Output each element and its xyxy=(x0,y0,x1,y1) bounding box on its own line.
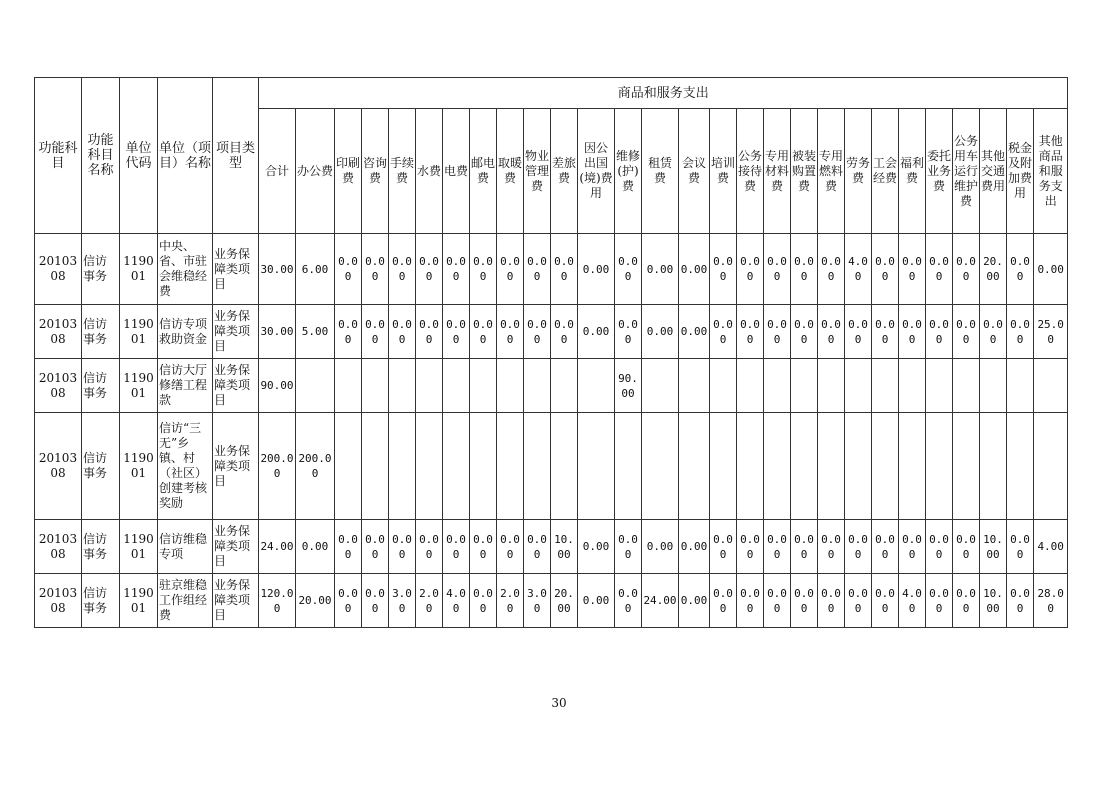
table-cell: 0.00 xyxy=(470,574,497,628)
page-number: 30 xyxy=(551,696,567,710)
column-header: 会议费 xyxy=(679,109,710,234)
table-cell: 0.00 xyxy=(872,234,899,305)
column-header: 工会经费 xyxy=(872,109,899,234)
table-cell: 0.00 xyxy=(497,305,524,359)
column-header: 福利费 xyxy=(899,109,926,234)
table-cell: 2010308 xyxy=(35,574,82,628)
table-cell: 0.00 xyxy=(710,520,737,574)
table-cell xyxy=(470,359,497,413)
table-cell: 4.00 xyxy=(1034,520,1068,574)
table-cell: 信访事务 xyxy=(82,520,120,574)
table-cell: 0.00 xyxy=(1007,574,1034,628)
table-cell: 0.00 xyxy=(980,305,1007,359)
table-cell: 4.00 xyxy=(845,234,872,305)
table-cell xyxy=(389,359,416,413)
table-row xyxy=(35,305,1118,359)
table-cell: 0.00 xyxy=(335,234,362,305)
column-header: 差旅费 xyxy=(551,109,578,234)
table-cell: 0.00 xyxy=(578,520,615,574)
table-cell: 0.00 xyxy=(953,234,980,305)
column-header: 其他商品和服务支出 xyxy=(1034,109,1068,234)
table-cell: 0.00 xyxy=(926,234,953,305)
table-cell: 119001 xyxy=(120,305,158,359)
table-cell: 24.00 xyxy=(259,520,296,574)
table-cell: 0.00 xyxy=(615,234,642,305)
table-cell: 20.00 xyxy=(296,574,335,628)
header-row xyxy=(35,78,1118,109)
table-cell: 2.00 xyxy=(416,574,443,628)
table-cell: 30.00 xyxy=(259,234,296,305)
table-cell xyxy=(926,359,953,413)
table-cell: 90.00 xyxy=(615,359,642,413)
table-cell: 0.00 xyxy=(443,305,470,359)
table-cell xyxy=(737,413,764,520)
table-cell: 2010308 xyxy=(35,413,82,520)
table-cell xyxy=(980,359,1007,413)
table-cell: 0.00 xyxy=(551,305,578,359)
table-cell: 0.00 xyxy=(926,305,953,359)
table-cell: 0.00 xyxy=(953,305,980,359)
table-cell: 0.00 xyxy=(642,234,679,305)
table-cell: 28.00 xyxy=(1034,574,1068,628)
column-header: 电费 xyxy=(443,109,470,234)
column-header: 办公费 xyxy=(296,109,335,234)
table-cell: 0.00 xyxy=(818,305,845,359)
table-cell xyxy=(416,413,443,520)
table-cell: 0.00 xyxy=(845,305,872,359)
table-cell: 2010308 xyxy=(35,359,82,413)
table-cell: 业务保障类项目 xyxy=(213,574,259,628)
table-cell: 0.00 xyxy=(470,305,497,359)
table-cell: 0.00 xyxy=(335,574,362,628)
table-cell: 2010308 xyxy=(35,520,82,574)
table-cell: 0.00 xyxy=(335,305,362,359)
table-cell: 业务保障类项目 xyxy=(213,520,259,574)
table-cell: 信访大厅修缮工程款 xyxy=(158,359,213,413)
column-header: 因公出国(境)费用 xyxy=(578,109,615,234)
table-cell: 0.00 xyxy=(737,305,764,359)
table-cell: 0.00 xyxy=(443,234,470,305)
table-cell: 20.00 xyxy=(551,574,578,628)
table-cell: 119001 xyxy=(120,520,158,574)
table-cell: 中央、省、市驻会维稳经费 xyxy=(158,234,213,305)
column-header: 劳务费 xyxy=(845,109,872,234)
table-cell: 0.00 xyxy=(818,520,845,574)
table-cell: 业务保障类项目 xyxy=(213,413,259,520)
table-cell: 90.00 xyxy=(259,359,296,413)
table-cell xyxy=(1007,359,1034,413)
table-cell xyxy=(551,413,578,520)
table-cell xyxy=(818,359,845,413)
table-cell: 4.00 xyxy=(443,574,470,628)
table-cell xyxy=(1034,413,1068,520)
table-cell: 0.00 xyxy=(578,574,615,628)
table-cell xyxy=(679,413,710,520)
table-cell: 4.00 xyxy=(899,574,926,628)
table-cell: 0.00 xyxy=(615,305,642,359)
table-cell: 0.00 xyxy=(416,520,443,574)
table-cell: 20.00 xyxy=(980,234,1007,305)
table-cell: 0.00 xyxy=(362,305,389,359)
table-cell: 0.00 xyxy=(296,520,335,574)
table-cell: 0.00 xyxy=(335,520,362,574)
table-cell xyxy=(296,359,335,413)
table-cell: 119001 xyxy=(120,359,158,413)
table-cell: 200.00 xyxy=(296,413,335,520)
table-cell: 0.00 xyxy=(872,574,899,628)
column-header: 取暖费 xyxy=(497,109,524,234)
table-cell: 0.00 xyxy=(845,574,872,628)
table-cell: 0.00 xyxy=(470,234,497,305)
table-cell xyxy=(791,359,818,413)
table-cell: 0.00 xyxy=(551,234,578,305)
table-row xyxy=(35,234,1118,305)
table-cell: 0.00 xyxy=(389,305,416,359)
table-cell: 0.00 xyxy=(389,520,416,574)
table-cell: 0.00 xyxy=(642,520,679,574)
table-cell: 0.00 xyxy=(791,305,818,359)
table-cell xyxy=(443,359,470,413)
table-cell: 0.00 xyxy=(416,305,443,359)
table-cell: 0.00 xyxy=(899,305,926,359)
table-cell: 0.00 xyxy=(443,520,470,574)
table-cell: 6.00 xyxy=(296,234,335,305)
table-cell xyxy=(899,413,926,520)
table-cell xyxy=(926,413,953,520)
table-cell: 0.00 xyxy=(899,234,926,305)
table-cell xyxy=(764,359,791,413)
table-row xyxy=(35,359,1118,413)
table-cell xyxy=(953,359,980,413)
table-cell: 0.00 xyxy=(791,520,818,574)
column-header: 委托业务费 xyxy=(926,109,953,234)
table-cell: 2.00 xyxy=(497,574,524,628)
table-cell xyxy=(1034,359,1068,413)
table-cell: 0.00 xyxy=(524,234,551,305)
table-cell: 0.00 xyxy=(953,574,980,628)
table-cell xyxy=(764,413,791,520)
table-cell: 119001 xyxy=(120,413,158,520)
table-cell: 信访事务 xyxy=(82,305,120,359)
table-cell xyxy=(362,359,389,413)
table-cell: 0.00 xyxy=(764,305,791,359)
budget-table xyxy=(34,77,1118,628)
table-cell: 0.00 xyxy=(362,574,389,628)
column-header: 邮电费 xyxy=(470,109,497,234)
table-cell: 信访专项救助资金 xyxy=(158,305,213,359)
column-header: 其他交通费用 xyxy=(980,109,1007,234)
table-cell xyxy=(389,413,416,520)
table-cell: 0.00 xyxy=(764,520,791,574)
table-cell xyxy=(524,359,551,413)
table-cell: 0.00 xyxy=(899,520,926,574)
table-cell: 0.00 xyxy=(679,234,710,305)
table-row xyxy=(35,520,1118,574)
table-cell xyxy=(845,413,872,520)
table-cell: 0.00 xyxy=(764,234,791,305)
table-cell: 业务保障类项目 xyxy=(213,305,259,359)
table-cell: 0.00 xyxy=(1007,520,1034,574)
table-cell xyxy=(642,413,679,520)
column-header: 功能科目 xyxy=(35,78,82,234)
column-header: 培训费 xyxy=(710,109,737,234)
table-cell: 0.00 xyxy=(818,234,845,305)
table-cell: 119001 xyxy=(120,234,158,305)
table-cell xyxy=(497,359,524,413)
column-header: 税金及附加费用 xyxy=(1007,109,1034,234)
table-cell xyxy=(470,413,497,520)
table-cell xyxy=(710,413,737,520)
table-cell xyxy=(710,359,737,413)
table-cell: 10.00 xyxy=(980,574,1007,628)
column-header: 手续费 xyxy=(389,109,416,234)
column-header: 单位（项目）名称 xyxy=(158,78,213,234)
table-cell xyxy=(1007,413,1034,520)
table-cell xyxy=(980,413,1007,520)
table-cell: 信访事务 xyxy=(82,574,120,628)
table-cell xyxy=(524,413,551,520)
table-cell: 3.00 xyxy=(524,574,551,628)
column-header: 咨询费 xyxy=(362,109,389,234)
table-cell: 119001 xyxy=(120,574,158,628)
table-cell: 0.00 xyxy=(615,574,642,628)
table-cell: 0.00 xyxy=(642,305,679,359)
table-cell: 0.00 xyxy=(679,520,710,574)
table-cell: 信访事务 xyxy=(82,234,120,305)
column-header: 印刷费 xyxy=(335,109,362,234)
table-cell: 0.00 xyxy=(710,234,737,305)
table-cell: 0.00 xyxy=(845,520,872,574)
table-cell: 0.00 xyxy=(615,520,642,574)
table-cell: 0.00 xyxy=(953,520,980,574)
column-header: 租赁费 xyxy=(642,109,679,234)
table-cell xyxy=(872,359,899,413)
column-header: 物业管理费 xyxy=(524,109,551,234)
column-header: 专用燃料费 xyxy=(818,109,845,234)
table-cell: 0.00 xyxy=(710,305,737,359)
table-cell xyxy=(335,413,362,520)
table-cell: 0.00 xyxy=(524,305,551,359)
column-header: 专用材料费 xyxy=(764,109,791,234)
column-header: 公务用车运行维护费 xyxy=(953,109,980,234)
table-cell: 业务保障类项目 xyxy=(213,234,259,305)
column-header: 功能科目名称 xyxy=(82,78,120,234)
table-cell xyxy=(362,413,389,520)
table-cell: 0.00 xyxy=(578,234,615,305)
table-cell xyxy=(335,359,362,413)
column-header: 水费 xyxy=(416,109,443,234)
table-cell xyxy=(679,359,710,413)
table-cell xyxy=(578,413,615,520)
table-cell: 120.00 xyxy=(259,574,296,628)
table-cell: 0.00 xyxy=(710,574,737,628)
table-cell: 0.00 xyxy=(679,305,710,359)
table-cell: 2010308 xyxy=(35,305,82,359)
table-cell: 0.00 xyxy=(1007,305,1034,359)
table-cell: 0.00 xyxy=(926,520,953,574)
table-cell: 0.00 xyxy=(818,574,845,628)
table-cell: 0.00 xyxy=(362,234,389,305)
table-cell: 0.00 xyxy=(872,520,899,574)
table-cell: 0.00 xyxy=(497,234,524,305)
table-cell: 0.00 xyxy=(764,574,791,628)
table-cell: 0.00 xyxy=(872,305,899,359)
table-cell: 0.00 xyxy=(737,234,764,305)
table-cell xyxy=(497,413,524,520)
table-cell: 0.00 xyxy=(791,234,818,305)
table-cell: 0.00 xyxy=(737,574,764,628)
table-cell: 0.00 xyxy=(389,234,416,305)
table-cell: 10.00 xyxy=(551,520,578,574)
table-cell: 0.00 xyxy=(497,520,524,574)
table-cell xyxy=(791,413,818,520)
column-header: 公务接待费 xyxy=(737,109,764,234)
table-cell: 驻京维稳工作组经费 xyxy=(158,574,213,628)
table-cell: 0.00 xyxy=(524,520,551,574)
table-cell: 2010308 xyxy=(35,234,82,305)
table-cell: 0.00 xyxy=(578,305,615,359)
table-cell xyxy=(551,359,578,413)
table-cell: 200.00 xyxy=(259,413,296,520)
table-cell xyxy=(615,413,642,520)
table-cell xyxy=(737,359,764,413)
table-cell: 信访事务 xyxy=(82,359,120,413)
table-row xyxy=(35,413,1118,520)
table-cell: 0.00 xyxy=(1034,234,1068,305)
table-cell: 0.00 xyxy=(926,574,953,628)
table-cell xyxy=(578,359,615,413)
table-cell xyxy=(872,413,899,520)
column-header: 维修(护)费 xyxy=(615,109,642,234)
table-cell: 业务保障类项目 xyxy=(213,359,259,413)
table-cell: 25.00 xyxy=(1034,305,1068,359)
table-cell xyxy=(416,359,443,413)
table-cell xyxy=(899,359,926,413)
column-header: 项目类型 xyxy=(213,78,259,234)
table-cell: 0.00 xyxy=(679,574,710,628)
table-cell: 5.00 xyxy=(296,305,335,359)
table-cell xyxy=(953,413,980,520)
table-cell: 30.00 xyxy=(259,305,296,359)
group-header: 商品和服务支出 xyxy=(259,78,1068,109)
table-cell: 0.00 xyxy=(416,234,443,305)
table-cell xyxy=(818,413,845,520)
table-row xyxy=(35,574,1118,628)
table-cell: 0.00 xyxy=(470,520,497,574)
table-cell: 10.00 xyxy=(980,520,1007,574)
table-cell: 0.00 xyxy=(362,520,389,574)
column-header: 单位代码 xyxy=(120,78,158,234)
column-header: 被装购置费 xyxy=(791,109,818,234)
table-cell: 0.00 xyxy=(1007,234,1034,305)
table-cell: 24.00 xyxy=(642,574,679,628)
table-cell: 0.00 xyxy=(737,520,764,574)
table-cell: 0.00 xyxy=(791,574,818,628)
table-cell xyxy=(443,413,470,520)
table-cell xyxy=(845,359,872,413)
table-cell xyxy=(642,359,679,413)
column-header: 合计 xyxy=(259,109,296,234)
table-cell: 信访事务 xyxy=(82,413,120,520)
table-cell: 3.00 xyxy=(389,574,416,628)
table-cell: 信访维稳专项 xyxy=(158,520,213,574)
table-cell: 信访“三无”乡镇、村（社区）创建考核奖励 xyxy=(158,413,213,520)
